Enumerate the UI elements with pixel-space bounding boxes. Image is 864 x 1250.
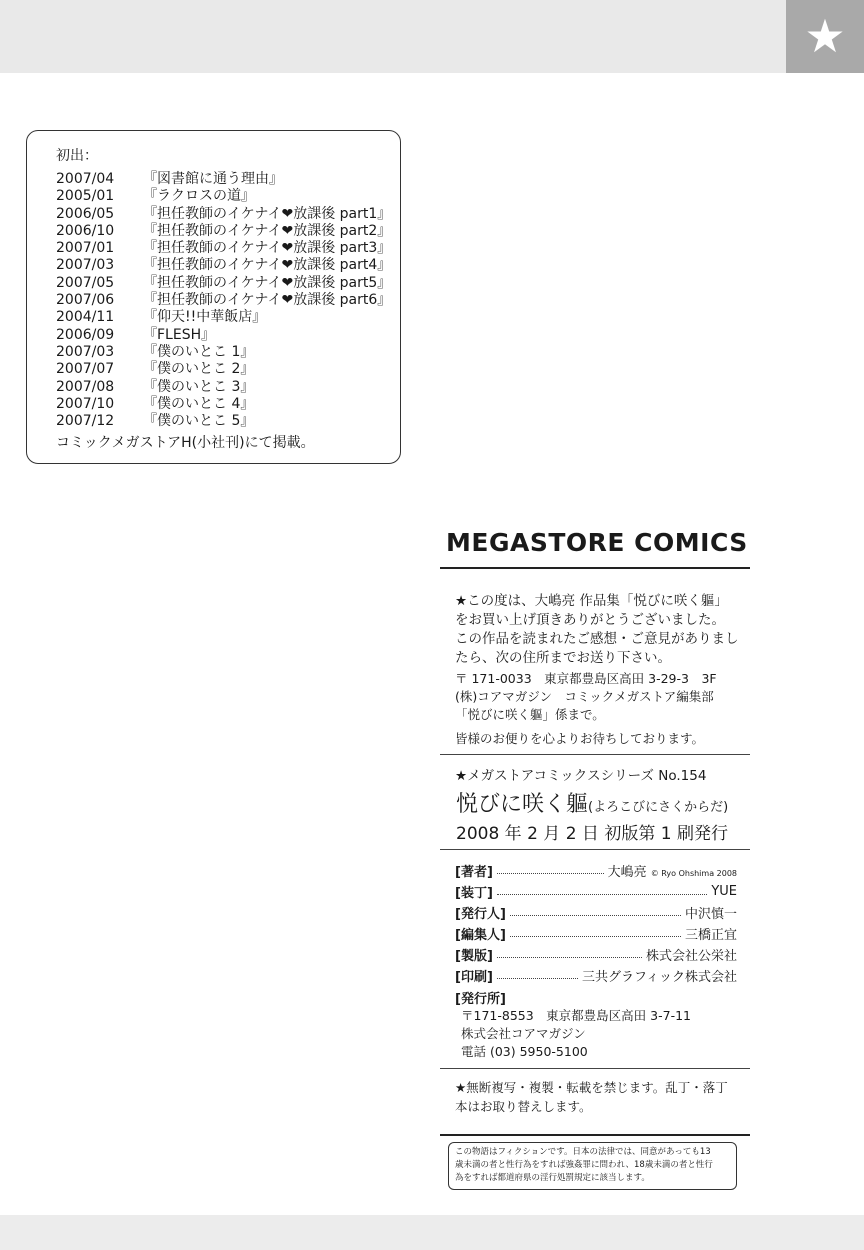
list-item	[56, 206, 391, 223]
credit-key: [印刷]	[455, 969, 493, 985]
address-line: (株)コアマガジン コミックメガストア編集部	[455, 689, 714, 704]
series-line: ★メガストアコミックスシリーズ No.154	[455, 768, 707, 784]
entry-date: 2006/05	[56, 205, 115, 222]
dot-leader	[510, 909, 681, 916]
credit-value: 三橋正宜	[684, 927, 737, 943]
thanks-line: ★この度は、大嶋亮 作品集「悦びに咲く軀」	[455, 593, 728, 609]
divider	[440, 849, 750, 850]
first-publication-list	[56, 171, 391, 430]
brand-logo: MEGASTORE COMICS	[446, 528, 748, 557]
list-item	[56, 275, 391, 292]
entry-date: 2007/01	[56, 240, 115, 257]
entry-title: 『僕のいとこ 4』	[143, 395, 255, 412]
first-publication-box	[26, 130, 401, 464]
list-item	[56, 327, 391, 344]
credit-row	[455, 860, 737, 880]
waiting-line: 皆様のお便りを心よりお待ちしております。	[455, 731, 705, 746]
address-line: 「悦びに咲く軀」係まで。	[455, 707, 605, 722]
entry-date: 2004/11	[56, 309, 115, 326]
first-publication-note: コミックメガストアH(小社刊)にて掲載。	[56, 435, 315, 451]
list-item	[56, 223, 391, 240]
first-publication-title: 初出：	[56, 148, 98, 164]
credit-value: YUE	[711, 883, 737, 899]
entry-date: 2006/09	[56, 326, 115, 343]
credit-row	[455, 965, 737, 985]
divider	[440, 754, 750, 755]
entry-title: 『担任教師のイケナイ❤放課後 part6』	[143, 292, 392, 309]
credit-key: [編集人]	[455, 927, 506, 943]
book-title-reading: (よろこびにさくからだ)	[588, 800, 729, 815]
credit-value	[608, 861, 737, 880]
dot-leader	[510, 930, 681, 937]
credit-key: [著者]	[455, 864, 493, 880]
credit-value: 中沢慎一	[684, 906, 737, 922]
copyright-notice-line: 本はお取り替えします。	[455, 1099, 592, 1114]
entry-date: 2007/04	[56, 171, 115, 187]
entry-title: 『図書館に通う理由』	[143, 171, 283, 187]
entry-title: 『FLESH』	[143, 326, 216, 343]
credit-value: 株式会社公栄社	[645, 948, 737, 964]
list-item	[56, 361, 391, 378]
entry-title: 『僕のいとこ 3』	[143, 378, 255, 395]
dot-leader	[497, 951, 642, 958]
credit-row	[455, 902, 737, 922]
publisher-label: [発行所]	[455, 992, 506, 1007]
entry-date: 2007/08	[56, 378, 115, 395]
entry-title: 『僕のいとこ 2』	[143, 361, 255, 378]
credit-value-text: 大嶋亮	[607, 864, 647, 880]
address-line: 〒 171-0033 東京都豊島区高田 3-29-3 3F	[455, 671, 717, 686]
divider	[440, 1134, 750, 1136]
thanks-line: をお買い上げ頂きありがとうございました。	[455, 612, 725, 628]
entry-date: 2007/07	[56, 361, 115, 378]
credit-row	[455, 923, 737, 943]
fiction-notice-box	[448, 1142, 737, 1190]
list-item	[56, 240, 391, 257]
list-item	[56, 309, 391, 326]
publisher-line: 〒171-8553 東京都豊島区高田 3-7-11	[461, 1008, 691, 1023]
publication-date: 2008 年 2 月 2 日 初版第 1 刷発行	[456, 824, 728, 844]
entry-date: 2007/03	[56, 257, 115, 274]
list-item	[56, 379, 391, 396]
list-item	[56, 188, 391, 205]
corner-star-tab	[786, 0, 864, 73]
dot-leader	[497, 888, 707, 895]
entry-date: 2007/12	[56, 413, 115, 430]
entry-date: 2005/01	[56, 188, 115, 205]
entry-title: 『僕のいとこ 1』	[143, 343, 255, 360]
dot-leader	[497, 972, 578, 979]
divider	[440, 567, 750, 569]
top-band	[0, 0, 864, 73]
entry-date: 2007/06	[56, 292, 115, 309]
entry-date: 2007/05	[56, 274, 115, 291]
fiction-notice-line: 歳未満の者と性行為をすれば強姦罪に問われ、18歳未満の者と性行	[455, 1160, 713, 1170]
list-item	[56, 171, 391, 188]
credit-key: [製版]	[455, 948, 493, 964]
entry-title: 『担任教師のイケナイ❤放課後 part4』	[143, 257, 392, 274]
copyright-mark: © Ryo Ohshima 2008	[650, 868, 737, 878]
star-icon: ★	[804, 9, 846, 63]
entry-date: 2006/10	[56, 222, 115, 239]
list-item	[56, 344, 391, 361]
entry-date: 2007/03	[56, 343, 115, 360]
credit-value: 三共グラフィック株式会社	[582, 969, 737, 985]
entry-title: 『担任教師のイケナイ❤放課後 part2』	[143, 222, 392, 239]
entry-title: 『担任教師のイケナイ❤放課後 part3』	[143, 240, 392, 257]
book-title-text: 悦びに咲く軀	[456, 792, 589, 817]
thanks-line: この作品を読まれたご感想・ご意見がありまし	[455, 631, 739, 647]
entry-title: 『担任教師のイケナイ❤放課後 part1』	[143, 205, 392, 222]
entry-title: 『仰天!!中華飯店』	[143, 309, 267, 326]
publisher-line: 株式会社コアマガジン	[461, 1026, 586, 1041]
dot-leader	[497, 867, 604, 874]
entry-date: 2007/10	[56, 395, 115, 412]
list-item	[56, 257, 391, 274]
list-item	[56, 396, 391, 413]
publisher-line: 電話 (03) 5950-5100	[461, 1044, 588, 1059]
credit-key: [発行人]	[455, 906, 506, 922]
entry-title: 『担任教師のイケナイ❤放課後 part5』	[143, 274, 392, 291]
fiction-notice-line: 為をすれば都道府県の淫行処罰規定に該当します。	[455, 1173, 650, 1183]
credit-key: [装丁]	[455, 885, 493, 901]
bottom-band	[0, 1215, 864, 1250]
list-item	[56, 413, 391, 430]
credit-row	[455, 881, 737, 901]
list-item	[56, 292, 391, 309]
entry-title: 『僕のいとこ 5』	[143, 413, 255, 430]
fiction-notice-line: この物語はフィクションです。日本の法律では、同意があっても13	[455, 1147, 711, 1157]
copyright-notice-line: ★無断複写・複製・転載を禁じます。乱丁・落丁	[455, 1080, 728, 1095]
divider	[440, 1068, 750, 1069]
credit-row	[455, 944, 737, 964]
entry-title: 『ラクロスの道』	[143, 188, 255, 205]
book-title	[456, 787, 728, 818]
thanks-line: たら、次の住所までお送り下さい。	[455, 650, 671, 666]
